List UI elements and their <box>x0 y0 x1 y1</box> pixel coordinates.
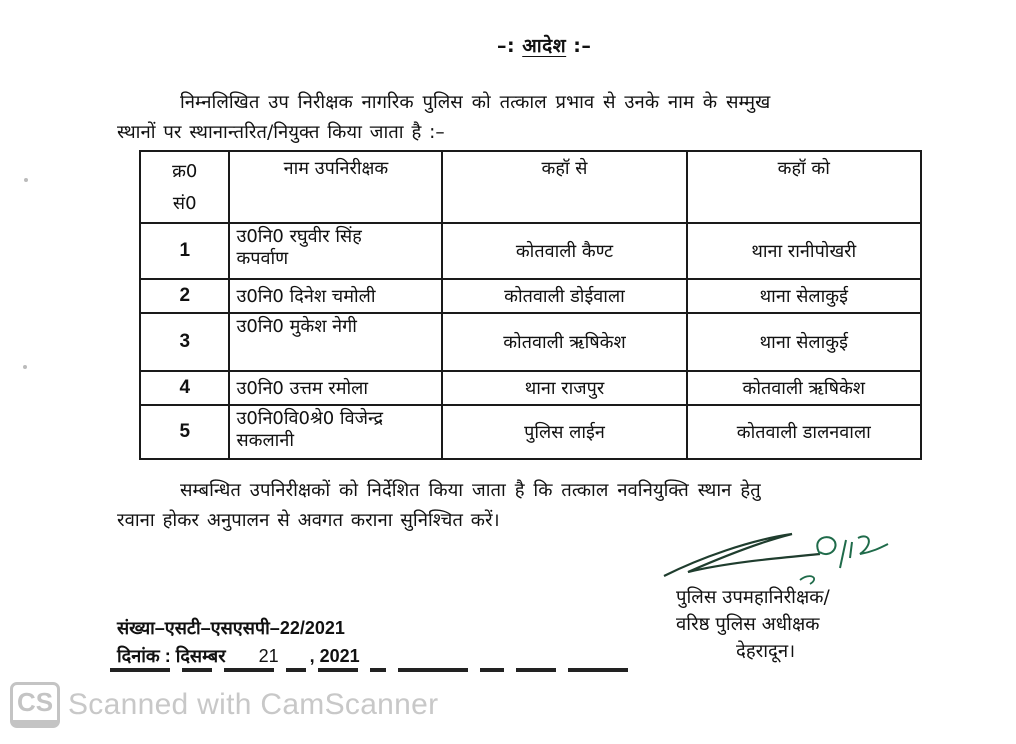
row-serial: 5 <box>140 405 229 459</box>
row-name-line1: उ0नि0वि0श्रे0 विजेन्द्र <box>236 408 384 429</box>
order-title <box>497 32 591 58</box>
table-row <box>140 405 921 459</box>
scan-speck <box>23 365 27 369</box>
watermark-text: Scanned with CamScanner <box>68 688 439 721</box>
row-to: थाना रानीपोखरी <box>687 223 921 279</box>
header-serial <box>140 151 229 223</box>
header-from: कहॉ से <box>442 151 686 223</box>
camscanner-logo-icon: CS <box>10 682 60 728</box>
row-name: उ0नि0 उत्तम रमोला <box>229 371 442 405</box>
designation-line1: पुलिस उपमहानिरीक्षक/ <box>676 587 830 608</box>
reference-number: संख्या–एसटी–एसएसपी–22/2021 <box>117 618 345 638</box>
row-serial: 2 <box>140 279 229 313</box>
row-serial: 4 <box>140 371 229 405</box>
row-from: कोतवाली डोईवाला <box>442 279 686 313</box>
intro-line-2: स्थानों पर स्थानान्तरित/नियुक्त किया जाता है :– <box>117 122 445 143</box>
designation-line2: वरिष्ठ पुलिस अधीक्षक <box>676 614 820 635</box>
date-day: 21 <box>258 646 279 666</box>
table-row <box>140 279 921 313</box>
table-row <box>140 313 921 371</box>
row-name <box>229 405 442 459</box>
title-text: आदेश <box>522 35 567 57</box>
header-to: कहॉ को <box>687 151 921 223</box>
row-to: कोतवाली डालनवाला <box>687 405 921 459</box>
row-name <box>229 223 442 279</box>
row-to: थाना सेलाकुई <box>687 279 921 313</box>
row-to: थाना सेलाकुई <box>687 313 921 371</box>
table-row <box>140 371 921 405</box>
table-row <box>140 223 921 279</box>
date-year: , 2021 <box>309 646 360 666</box>
row-from: पुलिस लाईन <box>442 405 686 459</box>
title-prefix: –: <box>497 35 516 57</box>
intro-line-1: निम्नलिखित उप निरीक्षक नागरिक पुलिस को तत्काल प्रभाव से उनके नाम के सम्मुख <box>180 92 771 113</box>
row-name: उ0नि0 मुकेश नेगी <box>229 313 442 371</box>
row-to: कोतवाली ऋषिकेश <box>687 371 921 405</box>
row-from: कोतवाली ऋषिकेश <box>442 313 686 371</box>
row-name-line2: कपर्वाण <box>236 248 289 269</box>
signature-icon <box>660 528 890 588</box>
camscanner-watermark <box>10 682 438 728</box>
instruction-line-1: सम्बन्धित उपनिरीक्षकों को निर्देशित किया जाता है कि तत्काल नवनियुक्ति स्थान हेतु <box>180 480 761 501</box>
signatory-designation <box>676 584 830 665</box>
row-from: थाना राजपुर <box>442 371 686 405</box>
cutoff-text-line <box>110 662 730 672</box>
row-name: उ0नि0 दिनेश चमोली <box>229 279 442 313</box>
title-suffix: :– <box>573 35 592 57</box>
header-serial-line1: क्र0 <box>172 161 198 182</box>
row-name-line1: उ0नि0 रघुवीर सिंह <box>236 226 362 247</box>
row-serial: 3 <box>140 313 229 371</box>
header-serial-line2: सं0 <box>172 193 197 214</box>
table-header-row <box>140 151 921 223</box>
row-serial: 1 <box>140 223 229 279</box>
row-name-line2: सकलानी <box>236 430 294 451</box>
row-from: कोतवाली कैण्ट <box>442 223 686 279</box>
scan-speck <box>24 178 28 182</box>
header-name: नाम उपनिरीक्षक <box>229 151 442 223</box>
designation-line3: देहरादून। <box>736 641 796 662</box>
date-label: दिनांक : दिसम्बर <box>117 646 226 666</box>
transfer-table <box>139 150 922 460</box>
instruction-line-2: रवाना होकर अनुपालन से अवगत कराना सुनिश्चित करें। <box>117 510 500 531</box>
